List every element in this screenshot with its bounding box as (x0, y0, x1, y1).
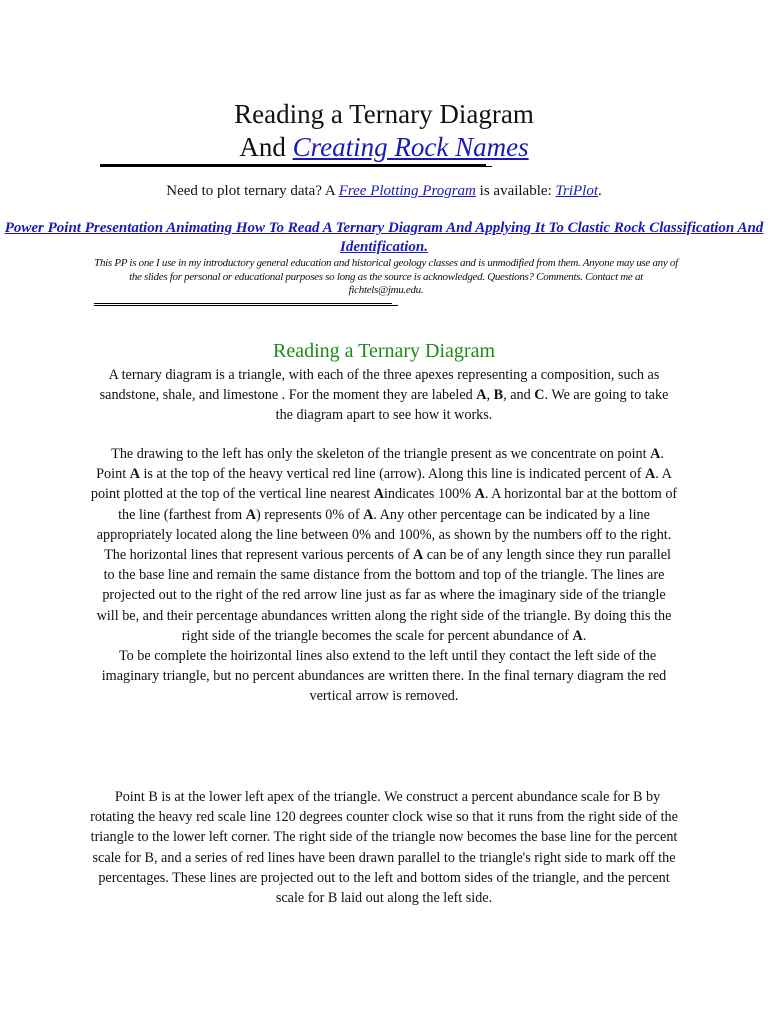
power-point-note: This PP is one I use in my introductory general education and historical geology classes and is unmodified from them. Anyone may use any of the slides for personal or educational purposes so long as the source is acknowledged. Questions? Comments. Contact me at fichtels@jmu.edu. (94, 257, 678, 296)
page-subtitle (0, 131, 768, 163)
divider-middle (94, 303, 392, 304)
section-heading: Reading a Ternary Diagram (272, 340, 496, 362)
title-line-1: Reading a Ternary Diagram (234, 99, 534, 129)
triplot-link[interactable]: TriPlot (555, 183, 598, 199)
paragraph-point-b: Point B is at the lower left apex of the triangle. We construct a percent abundance scale for B by rotating the heavy red scale line 120 degrees counter clock wise so that it runs from the right side of the triangle to the lower left corner. The right side of the triangle now becomes the base line for the percent scale for B, and a series of red lines have been drawn parallel to the triangle's right side to mark off the percentages. These lines are projected out to the left and bottom sides of the triangle, and the percent scale for B laid out along the left side. (90, 789, 678, 907)
paragraph-horizontal-lines: The horizontal lines that represent various percents of A can be of any length since they run parallel to the base line and remain the same distance from the bottom and top of the triangle. The lines are projected out to the right of the red arrow line just as far as where the imaginary side of the triangle will be, and their percentage abundances written along the right side of the triangle. By doing this the right side of the triangle becomes the scale for percent abundance of A. (96, 547, 672, 644)
power-point-link[interactable]: Power Point Presentation Animating How To Read A Ternary Diagram And Applying It To Clastic Rock Classification And Identification. (4, 220, 764, 255)
paragraph-point-a (90, 444, 678, 707)
subtitle-prefix: And (239, 132, 293, 162)
divider-middle-thin (94, 305, 398, 306)
plot-program-line: Need to plot ternary data? A Free Plotting Program is available: TriPlot. (166, 183, 602, 199)
page-title (0, 98, 768, 130)
creating-rock-names-link[interactable]: Creating Rock Names (292, 132, 529, 162)
divider-top-thin (100, 166, 492, 167)
paragraph-skeleton: The drawing to the left has only the skeleton of the triangle present as we concentrate on point A. Point A is at the top of the heavy vertical red line (arrow). Along this line is indicated percent of A. A point plotted at the top of the vertical line nearest Aindicates 100% A. A horizontal bar at the bottom of the line (farthest from A) represents 0% of A. Any other percentage can be indicated by a line appropriately located along the line between 0% and 100%, as shown by the numbers off to the right. (90, 446, 678, 543)
free-plotting-program-link[interactable]: Free Plotting Program (338, 183, 476, 199)
paragraph-complete: To be complete the hoirizontal lines also extend to the left until they contact the left side of the imaginary triangle, but no percent abundances are written there. In the final ternary diagram the red vertical arrow is removed. (101, 648, 667, 705)
paragraph-intro: A ternary diagram is a triangle, with each of the three apexes representing a composition, such as sandstone, shale, and limestone . For the moment they are labeled A, B, and C. We are going to take the diagram apart to see how it works. (99, 367, 669, 424)
